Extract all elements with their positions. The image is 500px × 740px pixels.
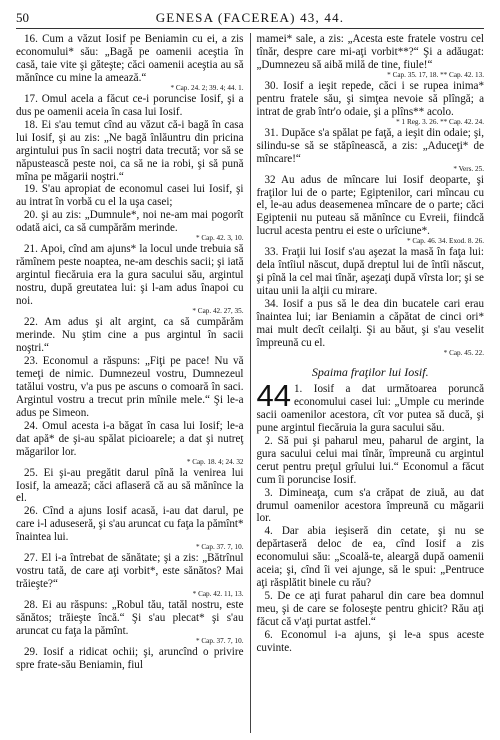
cross-reference: * Cap. 45. 22. (443, 348, 484, 357)
verse-44-6: 6. Economul i-a ajuns, şi le-a spus aceste cuvinte. (256, 629, 484, 654)
verse-44-3: 3. Dimineaţa, cum s'a crăpat de ziuă, au dat drumul oamenilor acestora împreună cu măgarii lor. (256, 486, 484, 525)
verse-43-19: 19. S'au apropiat de economul casei lui Iosif, şi au intrat în vorbă cu el la uşa casei; (16, 183, 244, 209)
text-columns (16, 33, 484, 733)
verse-44-5: 5. De ce aţi furat paharul din care bea domnul meu, şi de care se foloseşte pentru ghicit? Rău aţi făcut că v'aţi purtat astfel.“ (256, 590, 484, 629)
verse-44-2: 2. Să pui şi paharul meu, paharul de argint, la gura sacului celui mai tînăr, împreună cu argintul cerut pentru preţul grîului lui.“ Economul a făcut cum îi poruncise Iosif. (256, 434, 484, 486)
right-column (250, 33, 484, 733)
verse-43-27: 27. El i-a întrebat de sănătate; şi a zis: „Bătrînul vostru tată, de care aţi vorbit*, este sănătos? Mai trăieşte?“ (16, 552, 244, 591)
verse-43-23: 23. Economul a răspuns: „Fiţi pe pace! Nu vă temeţi de nimic. Dumnezeul vostru, Dumnezeul tatălui vostru, v'a pus pe ascuns o comoară în saci. Argintul vostru a trecut prin mînile mele.“ Şi le-a adus pe Simeon. (16, 354, 244, 419)
cross-reference: * Vers. 25. (453, 164, 484, 173)
verse-44-1 (256, 377, 484, 435)
left-column (16, 33, 250, 733)
verse-43-31: 31. Dupăce s'a spălat pe faţă, a ieşit din odaie; şi, silindu-se să se stăpînească, a zis: „Aduceţi* de mîncare!“ (256, 126, 484, 165)
verse-43-30: 30. Iosif a ieşit repede, căci i se rupea inima* pentru fratele său, şi simţea nevoie să plîngă; a intrat de grab într'o odaie, şi a plîns** acolo. (256, 79, 484, 118)
cross-reference: * Cap. 42. 3, 10. (196, 234, 244, 243)
chapter-number: 44 (256, 377, 291, 413)
section-title: Spaima fraţilor lui Iosif. (311, 364, 429, 379)
page-header (16, 10, 484, 29)
cross-reference: * 1 Reg. 3. 26. ** Cap. 42. 24. (396, 117, 484, 126)
verse-43-21: 21. Apoi, cînd am ajuns* la locul unde trebuia să rămînem peste noaptea, ne-am deschis sacii; şi iată argintul fiecăruia era la gura sacului său, argintul nostru, după greutatea lui: şi l-am adus înapoi cu noi. (16, 243, 244, 308)
page-number: 50 (16, 10, 29, 25)
verse-43-25: 25. Ei şi-au pregătit darul pînă la venirea lui Iosif, la amează; căci aflaseră că au să mănînce la el. (16, 466, 244, 505)
cross-reference: * Cap. 35. 17, 18. ** Cap. 42. 13. (387, 70, 484, 79)
verse-43-22: 22. Am adus şi alt argint, ca să cumpărăm merinde. Nu ştim cine a pus argintul în sacii noştri.“ (16, 316, 244, 354)
cross-reference: * Cap. 42. 11, 13. (192, 590, 244, 599)
verse-43-16: 16. Cum a văzut Iosif pe Beniamin cu ei, a zis economului* său: „Bagă pe oamenii aceştia în casă, taie vite şi găteşte; căci oamenii aceştia au să mănînce cu mine la amează.“ (16, 33, 244, 84)
verse-43-26: 26. Cînd a ajuns Iosif acasă, i-au dat darul, pe care i-l aduseseră, şi s'au aruncat cu faţa la pămînt* înaintea lui. (16, 505, 244, 544)
verse-43-29-continued: mamei* sale, a zis: „Acesta este fratele vostru cel tînăr, despre care mi-aţi vorbit**?“ Şi a adăugat: „Dumnezeu să aibă milă de tine, fiule!“ (256, 33, 484, 71)
verse-43-18: 18. Ei s'au temut cînd au văzut că-i bagă în casa lui Iosif, şi au zis: „Ne bagă înlăuntru din pricina argintului pus în sacii noştri data trecută; vor să se năpustească peste noi, ca să ne ia robi, şi să pună mîna pe măgarii noştri.“ (16, 118, 244, 183)
cross-reference: * Cap. 24. 2; 39. 4; 44. 1. (170, 83, 244, 92)
verse-43-29: 29. Iosif a ridicat ochii; şi, aruncînd o privire spre frate-său Beniamin, fiul (16, 645, 244, 671)
cross-reference: * Cap. 46. 34. Exod. 8. 26. (406, 237, 484, 246)
verse-43-28: 28. Ei au răspuns: „Robul tău, tatăl nostru, este sănătos; trăieşte încă.“ Şi s'au plecat* şi s'au aruncat cu faţa la pămînt. (16, 599, 244, 638)
cross-reference: * Cap. 37. 7, 10. (196, 543, 244, 552)
verse-43-33: 33. Fraţii lui Iosif s'au aşezat la masă în faţa lui: dela întîiul născut, după dreptul lui de întîi născut, şi pînă la cel mai tînăr, aşezaţi după vîrsta lor; şi se uitau unii la alţii cu mirare. (256, 246, 484, 298)
verse-44-1-text: 1. Iosif a dat următoarea poruncă economului casei lui: „Umple cu merinde sacii oamenilor acestora, cît vor putea să ducă, şi pune argintul fiecăruia la gura sacului său. (256, 382, 484, 434)
cross-reference: * Cap. 42. 27, 35. (192, 307, 244, 316)
verse-44-4: 4. Dar abia ieşiseră din cetate, şi nu se depărtaseră deloc de ea, cînd Iosif a zis economului său: „Scoală-te, aleargă după oamenii aceia; şi, cînd îi vei ajunge, să le spui: „Pentruce aţi răsplătit binele cu rău? (256, 525, 484, 590)
verse-43-34: 34. Iosif a pus să le dea din bucatele cari erau înaintea lui; iar Beniamin a căpătat de cinci ori* mai mult decît ceilalţi. Şi au băut, şi s'au veselit împreună cu el. (256, 298, 484, 350)
verse-43-32: 32 Au adus de mîncare lui Iosif deoparte, şi fraţilor lui de o parte; Egiptenilor, cari mîncau cu el, le-au adus deasemenea mîncare de o parte; căci Egiptenii nu puteau să mănînce cu Evreii, fiindcă lucrul acesta pentru ei este o urîciune*. (256, 173, 484, 238)
verse-43-20: 20. şi au zis: „Dumnule*, noi ne-am mai pogorît odată aici, ca să cumpărăm merinde. (16, 209, 244, 235)
cross-reference: * Cap. 37. 7, 10. (196, 636, 244, 645)
verse-43-24: 24. Omul acesta i-a băgat în casa lui Iosif; le-a dat apă* de şi-au spălat picioarele; a dat şi nutreţ măgarilor lor. (16, 419, 244, 458)
cross-reference: * Cap. 18. 4; 24. 32 (186, 457, 244, 466)
verse-43-17: 17. Omul acela a făcut ce-i poruncise Iosif, şi a dus pe oamenii aceia în casa lui Iosif. (16, 92, 244, 118)
running-title: GENESA (FACEREA) 43, 44. (155, 10, 345, 25)
